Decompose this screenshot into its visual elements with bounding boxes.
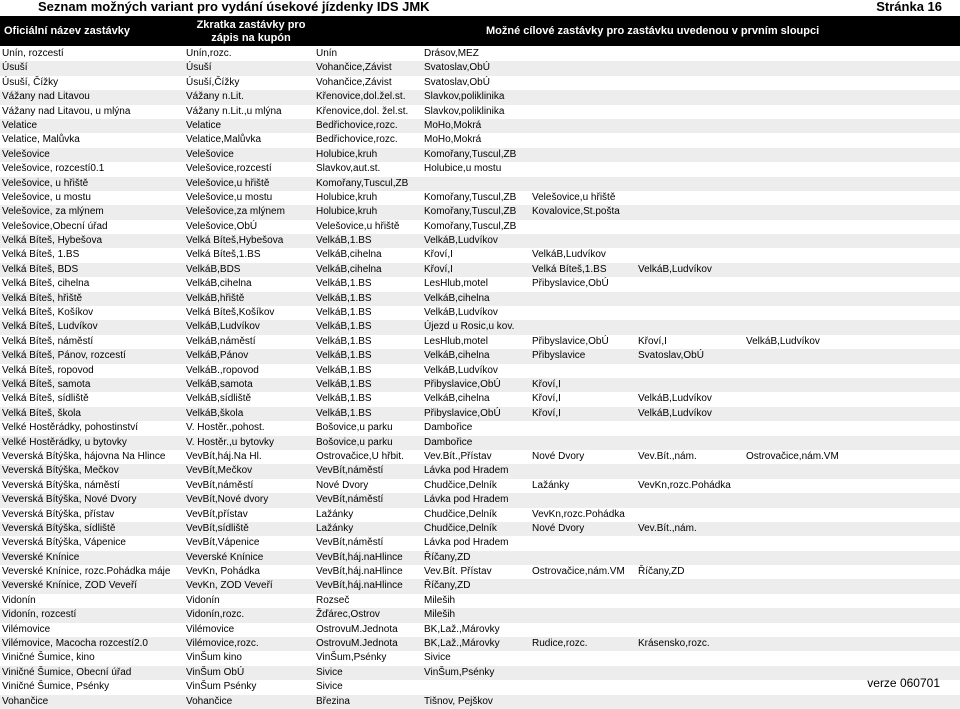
- destination-cell: Chudčice,Delník: [424, 479, 497, 491]
- destination-cell: VinŠum,Psénky: [316, 652, 387, 664]
- destination-cell: Dambořice: [424, 436, 473, 448]
- short-name-cell: Veverské Knínice: [186, 551, 264, 563]
- table-row: [0, 493, 960, 507]
- page-number: Stránka 16: [876, 0, 942, 14]
- official-name-cell: Velká Bíteš, Košíkov: [2, 307, 94, 319]
- official-name-cell: Velké Hostěrádky, pohostinství: [2, 422, 138, 434]
- official-name-cell: Velešovice, za mlýnem: [2, 206, 104, 218]
- official-name-cell: Velešovice, rozcestí0.1: [2, 163, 105, 175]
- short-name-cell: Vohančice: [186, 695, 233, 707]
- table-header: [0, 16, 960, 46]
- destination-cell: Lávka pod Hradem: [424, 494, 509, 506]
- destination-cell: Vev.Bít.,Přístav: [424, 450, 492, 462]
- destination-cell: VelkáB,1.BS: [316, 335, 372, 347]
- table-row: [0, 349, 960, 363]
- destination-cell: VevKn,rozc.Pohádka: [638, 479, 731, 491]
- destination-cell: Vev.Bít.,nám.: [638, 450, 697, 462]
- destination-cell: VevBít,náměstí: [316, 494, 384, 506]
- destination-cell: Křoví,I: [424, 249, 453, 261]
- official-name-cell: Unín, rozcestí: [2, 48, 64, 59]
- destination-cell: Svatoslav,ObÚ: [424, 76, 490, 88]
- table-row: [0, 392, 960, 406]
- destination-cell: VelkáB,1.BS: [316, 378, 372, 390]
- destination-cell: VelkáB,cihelna: [424, 292, 490, 304]
- destination-cell: Drásov,MEZ: [424, 48, 479, 59]
- destination-cell: Unín: [316, 48, 338, 59]
- destination-cell: LesHlub,motel: [424, 278, 488, 290]
- destination-cell: Žďárec,Ostrov: [316, 609, 380, 621]
- destination-cell: MoHo,Mokrá: [424, 134, 482, 146]
- official-name-cell: Velká Bíteš, Pánov, rozcestí: [2, 350, 126, 362]
- official-name-cell: Vidonín, rozcestí: [2, 609, 77, 621]
- destination-cell: Lažánky: [532, 479, 570, 491]
- official-name-cell: Velká Bíteš, ropovod: [2, 364, 94, 376]
- destination-cell: OstrovuM.Jednota: [316, 623, 398, 635]
- destination-cell: Říčany,ZD: [424, 551, 471, 563]
- table-row: [0, 306, 960, 320]
- table-row: [0, 450, 960, 464]
- official-name-cell: Veverská Bítýška, Vápenice: [2, 537, 126, 549]
- table-row: [0, 666, 960, 680]
- short-name-cell: VinŠum ObÚ: [186, 666, 245, 678]
- table-row: [0, 320, 960, 334]
- destination-cell: Dambořice: [424, 422, 473, 434]
- official-name-cell: Vohančice: [2, 695, 49, 707]
- table-row: [0, 191, 960, 205]
- short-name-cell: VevBít,sídliště: [186, 522, 249, 534]
- destination-cell: VevKn,rozc.Pohádka: [532, 508, 625, 520]
- table-row: [0, 608, 960, 622]
- destination-cell: Velká Bíteš,1.BS: [532, 263, 607, 275]
- destination-cell: Křenovice,dol. žel.st.: [316, 105, 409, 117]
- official-name-cell: Velešovice, u hřiště: [2, 177, 89, 189]
- table-row: [0, 594, 960, 608]
- short-name-cell: VevKn, Pohádka: [186, 566, 260, 578]
- destination-cell: VevBít,háj.naHlince: [316, 566, 403, 578]
- destination-cell: Mileših: [424, 609, 456, 621]
- short-name-cell: Vilémovice,rozc.: [186, 638, 259, 650]
- official-name-cell: Velká Bíteš, Hybešova: [2, 235, 103, 247]
- table-row: [0, 90, 960, 104]
- destination-cell: Komořany,Tuscul,ZB: [424, 220, 517, 232]
- destination-cell: Ostrovačice,nám.VM: [532, 566, 625, 578]
- table-row: [0, 234, 960, 248]
- official-name-cell: Velká Bíteš, hřiště: [2, 292, 83, 304]
- destination-cell: Velešovice,u hřiště: [532, 191, 616, 203]
- destination-cell: VevBít,háj.naHlince: [316, 551, 403, 563]
- destination-cell: MoHo,Mokrá: [424, 119, 482, 131]
- destination-cell: Rozseč: [316, 594, 350, 606]
- short-name-cell: VelkáB,škola: [186, 407, 244, 419]
- short-name-cell: V. Hostěr.,u bytovky: [186, 436, 275, 448]
- destination-cell: Kovalovice,St.pošta: [532, 206, 620, 218]
- official-name-cell: Veverská Bítýška, sídliště: [2, 522, 116, 534]
- table-row: [0, 464, 960, 478]
- official-name-cell: Velešovice,Obecní úřad: [2, 220, 108, 232]
- destination-cell: Svatoslav,ObÚ: [638, 350, 704, 362]
- destination-cell: Slavkov,aut.st.: [316, 163, 381, 175]
- official-name-cell: Velešovice: [2, 148, 50, 160]
- destination-cell: Přibyslavice,ObÚ: [424, 378, 501, 390]
- table-row: [0, 536, 960, 550]
- official-name-cell: Veverské Knínice, rozc.Pohádka máje: [2, 566, 171, 578]
- official-name-cell: Veverská Bítýška, hájovna Na Hlince: [2, 450, 166, 462]
- destination-cell: VelkáB,1.BS: [316, 278, 372, 290]
- column-header-official-name: Oficiální název zastávky: [4, 25, 130, 37]
- destination-cell: Vev.Bít.,nám.: [638, 522, 697, 534]
- table-body: [0, 47, 960, 709]
- destination-cell: VelkáB,Ludvíkov: [424, 364, 498, 376]
- destination-cell: Lávka pod Hradem: [424, 465, 509, 477]
- destination-cell: VelkáB,cihelna: [424, 350, 490, 362]
- table-row: [0, 248, 960, 262]
- destination-cell: Přibyslavice,ObÚ: [424, 407, 501, 419]
- short-name-cell: Vilémovice: [186, 623, 235, 635]
- official-name-cell: Veverská Bítýška, přístav: [2, 508, 115, 520]
- destination-cell: Říčany,ZD: [638, 566, 685, 578]
- short-name-cell: VevBít,háj.Na Hl.: [186, 450, 262, 462]
- official-name-cell: Viničné Šumice, Obecní úřad: [2, 666, 132, 678]
- short-name-cell: Velká Bíteš,1.BS: [186, 249, 261, 261]
- short-name-cell: V. Hostěr.,pohost.: [186, 422, 265, 434]
- table-row: [0, 436, 960, 450]
- official-name-cell: Velká Bíteš, cihelna: [2, 278, 90, 290]
- destination-cell: Svatoslav,ObÚ: [424, 62, 490, 74]
- table-row: [0, 177, 960, 191]
- official-name-cell: Velatice: [2, 119, 38, 131]
- destination-cell: Vohančice,Závist: [316, 62, 392, 74]
- short-name-cell: VelkáB,sídliště: [186, 393, 252, 405]
- destination-cell: VelkáB,Ludvíkov: [532, 249, 606, 261]
- official-name-cell: Veverská Bítýška, náměstí: [2, 479, 120, 491]
- destination-cell: Nové Dvory: [532, 522, 585, 534]
- table-row: [0, 695, 960, 709]
- destination-cell: Holubice,u mostu: [424, 163, 502, 175]
- table-row: [0, 292, 960, 306]
- table-row: [0, 680, 960, 694]
- official-name-cell: Vidonín: [2, 594, 36, 606]
- destination-cell: VelkáB,1.BS: [316, 235, 372, 247]
- destination-cell: Sivice: [316, 666, 343, 678]
- short-name-cell: VelkáB,samota: [186, 378, 253, 390]
- destination-cell: Sivice: [424, 652, 451, 664]
- destination-cell: BK,Laž.,Márovky: [424, 638, 500, 650]
- destination-cell: Bedřichovice,rozc.: [316, 134, 398, 146]
- destination-cell: Chudčice,Delník: [424, 508, 497, 520]
- destination-cell: Křoví,I: [532, 378, 561, 390]
- official-name-cell: Úsuší: [2, 62, 28, 74]
- destination-cell: Březina: [316, 695, 350, 707]
- table-row: [0, 148, 960, 162]
- destination-cell: VevBít,háj.naHlince: [316, 580, 403, 592]
- destination-cell: Velešovice,u hřiště: [316, 220, 400, 232]
- short-name-cell: Velká Bíteš,Košíkov: [186, 307, 275, 319]
- destination-cell: Říčany,ZD: [424, 580, 471, 592]
- destination-cell: Rudice,rozc.: [532, 638, 588, 650]
- destination-cell: Lávka pod Hradem: [424, 537, 509, 549]
- official-name-cell: Velká Bíteš, náměstí: [2, 335, 94, 347]
- destination-cell: Bošovice,u parku: [316, 422, 393, 434]
- destination-cell: Přibyslavice: [532, 350, 586, 362]
- official-name-cell: Viničné Šumice, Psénky: [2, 681, 110, 693]
- official-name-cell: Velká Bíteš, 1.BS: [2, 249, 80, 261]
- short-name-cell: VevBít,přístav: [186, 508, 248, 520]
- destination-cell: Mileših: [424, 594, 456, 606]
- destination-cell: Křoví,I: [638, 335, 667, 347]
- short-name-cell: VelkáB,Pánov: [186, 350, 249, 362]
- short-name-cell: Velešovice,ObÚ: [186, 220, 258, 232]
- table-row: [0, 162, 960, 176]
- destination-cell: VelkáB,Ludvíkov: [638, 407, 712, 419]
- destination-cell: VelkáB,cihelna: [316, 263, 382, 275]
- destination-cell: Přibyslavice,ObÚ: [532, 278, 609, 290]
- table-row: [0, 378, 960, 392]
- short-name-cell: Úsuší,Čížky: [186, 76, 240, 88]
- short-name-cell: Velešovice,u hřiště: [186, 177, 270, 189]
- short-name-cell: VelkáB.,ropovod: [186, 364, 259, 376]
- official-name-cell: Velká Bíteš, samota: [2, 378, 91, 390]
- table-row: [0, 522, 960, 536]
- official-name-cell: Veverská Bítýška, Mečkov: [2, 465, 119, 477]
- short-name-cell: VelkáB,Ludvíkov: [186, 321, 260, 333]
- short-name-cell: VelkáB,náměstí: [186, 335, 256, 347]
- official-name-cell: Úsuší, Čížky: [2, 76, 59, 88]
- destination-cell: Krásensko,rozc.: [638, 638, 710, 650]
- short-name-cell: VelkáB,BDS: [186, 263, 241, 275]
- short-name-cell: Velká Bíteš,Hybešova: [186, 235, 284, 247]
- destination-cell: Lažánky: [316, 522, 354, 534]
- destination-cell: VelkáB,Ludvíkov: [638, 263, 712, 275]
- official-name-cell: Velká Bíteš, Ludvíkov: [2, 321, 98, 333]
- destination-cell: LesHlub,motel: [424, 335, 488, 347]
- short-name-cell: Velešovice: [186, 148, 234, 160]
- destination-cell: Sivice: [316, 681, 343, 693]
- table-row: [0, 637, 960, 651]
- destination-cell: VelkáB,1.BS: [316, 292, 372, 304]
- short-name-cell: Úsuší: [186, 62, 212, 74]
- destination-cell: VelkáB,Ludvíkov: [638, 393, 712, 405]
- table-row: [0, 565, 960, 579]
- destination-cell: Holubice,kruh: [316, 191, 378, 203]
- destination-cell: VelkáB,1.BS: [316, 407, 372, 419]
- destination-cell: Komořany,Tuscul,ZB: [424, 148, 517, 160]
- destination-cell: Komořany,Tuscul,ZB: [316, 177, 409, 189]
- short-name-cell: VinŠum kino: [186, 652, 242, 664]
- destination-cell: Komořany,Tuscul,ZB: [424, 206, 517, 218]
- short-name-cell: Velešovice,za mlýnem: [186, 206, 285, 218]
- table-row: [0, 364, 960, 378]
- short-name-cell: Velatice,Malůvka: [186, 134, 262, 146]
- official-name-cell: Veverské Knínice, ZOD Veveří: [2, 580, 138, 592]
- destination-cell: VevBít,náměstí: [316, 465, 384, 477]
- destination-cell: VevBít,náměstí: [316, 537, 384, 549]
- table-row: [0, 551, 960, 565]
- short-name-cell: VinŠum Psénky: [186, 681, 257, 693]
- destination-cell: Lažánky: [316, 508, 354, 520]
- official-name-cell: Velatice, Malůvka: [2, 134, 80, 146]
- official-name-cell: Velká Bíteš, BDS: [2, 263, 79, 275]
- short-name-cell: VelkáB,cihelna: [186, 278, 252, 290]
- destination-cell: OstrovuM.Jednota: [316, 638, 398, 650]
- table-row: [0, 277, 960, 291]
- table-row: [0, 133, 960, 147]
- table-row: [0, 623, 960, 637]
- official-name-cell: Vilémovice, Macocha rozcestí2.0: [2, 638, 148, 650]
- destination-cell: Holubice,kruh: [316, 206, 378, 218]
- destination-cell: VelkáB,Ludvíkov: [424, 235, 498, 247]
- table-row: [0, 508, 960, 522]
- table-row: [0, 421, 960, 435]
- destination-cell: Bedřichovice,rozc.: [316, 119, 398, 131]
- version-label: verze 060701: [867, 676, 940, 690]
- destination-cell: Bošovice,u parku: [316, 436, 393, 448]
- destination-cell: VelkáB,1.BS: [316, 321, 372, 333]
- destination-cell: Křoví,I: [424, 263, 453, 275]
- destination-cell: Újezd u Rosic,u kov.: [424, 321, 515, 333]
- short-name-cell: Unín,rozc.: [186, 48, 232, 59]
- short-name-cell: Velešovice,rozcestí: [186, 163, 272, 175]
- table-row: [0, 76, 960, 90]
- destination-cell: VelkáB,1.BS: [316, 350, 372, 362]
- destination-cell: VelkáB,1.BS: [316, 393, 372, 405]
- column-header-short-name: Zkratka zastávky pro zápis na kupón: [196, 19, 306, 44]
- official-name-cell: Veverská Bítýška, Nové Dvory: [2, 494, 137, 506]
- destination-cell: BK,Laž.,Márovky: [424, 623, 500, 635]
- page-title: Seznam možných variant pro vydání úsekové jízdenky IDS JMK: [38, 0, 430, 14]
- short-name-cell: Vidonín: [186, 594, 220, 606]
- short-name-cell: VelkáB,hřiště: [186, 292, 245, 304]
- short-name-cell: VevBít,Mečkov: [186, 465, 253, 477]
- destination-cell: Ostrovačice,nám.VM: [746, 450, 839, 462]
- destination-cell: Tišnov, Pejškov: [424, 695, 493, 707]
- destination-cell: Slavkov,poliklinika: [424, 105, 505, 117]
- destination-cell: Vev.Bít. Přístav: [424, 566, 492, 578]
- short-name-cell: VevBít,Nové dvory: [186, 494, 269, 506]
- official-name-cell: Vážany nad Litavou, u mlýna: [2, 105, 131, 117]
- short-name-cell: Velatice: [186, 119, 222, 131]
- short-name-cell: Velešovice,u mostu: [186, 191, 273, 203]
- destination-cell: VelkáB,1.BS: [316, 364, 372, 376]
- destination-cell: VelkáB,1.BS: [316, 307, 372, 319]
- destination-cell: VelkáB,cihelna: [316, 249, 382, 261]
- destination-cell: Nové Dvory: [316, 479, 369, 491]
- official-name-cell: Vilémovice: [2, 623, 51, 635]
- table-row: [0, 47, 960, 61]
- destination-cell: Přibyslavice,ObÚ: [532, 335, 609, 347]
- official-name-cell: Velké Hostěrádky, u bytovky: [2, 436, 127, 448]
- destination-cell: Slavkov,poliklinika: [424, 91, 505, 103]
- table-row: [0, 263, 960, 277]
- short-name-cell: VevBít,Vápenice: [186, 537, 260, 549]
- destination-cell: Ostrovačice,U hřbit.: [316, 450, 404, 462]
- short-name-cell: VevBít,náměstí: [186, 479, 254, 491]
- table-row: [0, 205, 960, 219]
- table-row: [0, 105, 960, 119]
- destination-cell: Holubice,kruh: [316, 148, 378, 160]
- table-row: [0, 119, 960, 133]
- destination-cell: Vohančice,Závist: [316, 76, 392, 88]
- destination-cell: VelkáB,Ludvíkov: [746, 335, 820, 347]
- official-name-cell: Velká Bíteš, sídliště: [2, 393, 89, 405]
- short-name-cell: Vážany n.Lit.: [186, 91, 244, 103]
- short-name-cell: VevKn, ZOD Veveří: [186, 580, 273, 592]
- official-name-cell: Velká Bíteš, škola: [2, 407, 81, 419]
- table-row: [0, 61, 960, 75]
- official-name-cell: Velešovice, u mostu: [2, 191, 91, 203]
- destination-cell: Komořany,Tuscul,ZB: [424, 191, 517, 203]
- destination-cell: Nové Dvory: [532, 450, 585, 462]
- destination-cell: Křoví,I: [532, 407, 561, 419]
- short-name-cell: Vidonín,rozc.: [186, 609, 245, 621]
- destination-cell: Křenovice,dol.žel.st.: [316, 91, 406, 103]
- column-header-destinations: Možné cílové zastávky pro zastávku uvedenou v prvním sloupci: [486, 25, 820, 37]
- destination-cell: VelkáB,Ludvíkov: [424, 307, 498, 319]
- destination-cell: VinŠum,Psénky: [424, 666, 495, 678]
- table-row: [0, 220, 960, 234]
- table-row: [0, 407, 960, 421]
- destination-cell: VelkáB,cihelna: [424, 393, 490, 405]
- short-name-cell: Vážany n.Lit.,u mlýna: [186, 105, 282, 117]
- official-name-cell: Vážany nad Litavou: [2, 91, 90, 103]
- destination-cell: Chudčice,Delník: [424, 522, 497, 534]
- official-name-cell: Viničné Šumice, kino: [2, 652, 95, 664]
- official-name-cell: Veverské Knínice: [2, 551, 80, 563]
- destination-cell: Křoví,I: [532, 393, 561, 405]
- table-row: [0, 479, 960, 493]
- table-row: [0, 579, 960, 593]
- table-row: [0, 651, 960, 665]
- table-row: [0, 335, 960, 349]
